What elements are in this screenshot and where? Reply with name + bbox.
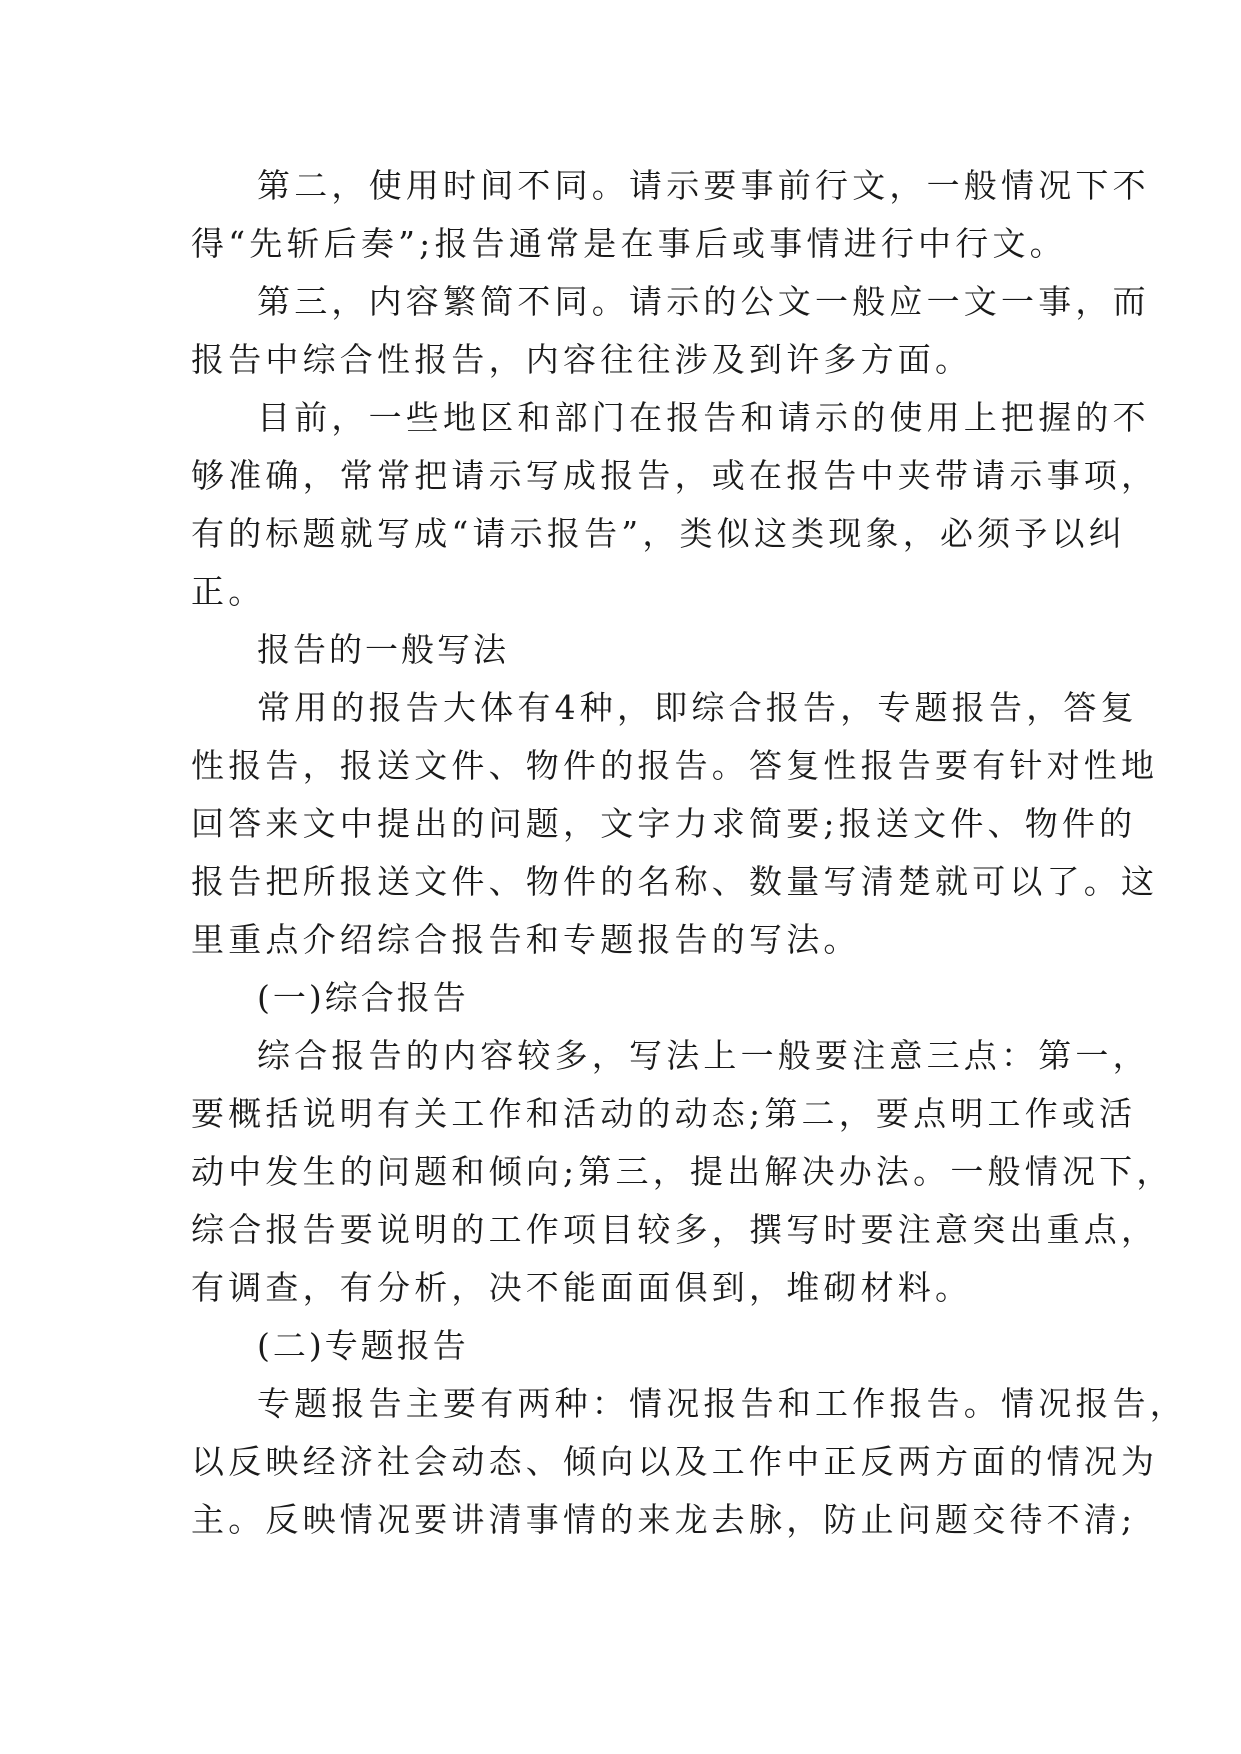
text-line: 里重点介绍综合报告和专题报告的写法。 <box>191 920 861 959</box>
text-line: 第三，内容繁简不同。请示的公文一般应一文一事，而 <box>257 282 1150 321</box>
text-line: 综合报告的内容较多，写法上一般要注意三点：第一， <box>257 1036 1150 1075</box>
section-heading: 报告的一般写法 <box>257 630 509 669</box>
text-line: 第二，使用时间不同。请示要事前行文，一般情况下不 <box>257 166 1150 205</box>
subsection-heading: (二)专题报告 <box>257 1326 469 1365</box>
text-line: 专题报告主要有两种：情况报告和工作报告。情况报告， <box>257 1384 1187 1423</box>
text-line: 报告把所报送文件、物件的名称、数量写清楚就可以了。这 <box>191 862 1159 901</box>
text-line: 要概括说明有关工作和活动的动态;第二，要点明工作或活 <box>191 1094 1137 1133</box>
text-line: 综合报告要说明的工作项目较多，撰写时要注意突出重点， <box>191 1210 1159 1249</box>
text-line: 有的标题就写成“请示报告”，类似这类现象，必须予以纠 <box>191 514 1126 553</box>
text-line: 够准确，常常把请示写成报告，或在报告中夹带请示事项， <box>191 456 1159 495</box>
text-line: 正。 <box>191 572 266 611</box>
text-line: 以反映经济社会动态、倾向以及工作中正反两方面的情况为 <box>191 1442 1159 1481</box>
text-line: 报告中综合性报告，内容往往涉及到许多方面。 <box>191 340 973 379</box>
subsection-heading: (一)综合报告 <box>257 978 469 1017</box>
text-line: 有调查，有分析，决不能面面俱到，堆砌材料。 <box>191 1268 973 1307</box>
text-line: 动中发生的问题和倾向;第三，提出解决办法。一般情况下， <box>191 1152 1174 1191</box>
text-line: 常用的报告大体有4种，即综合报告，专题报告，答复 <box>257 688 1138 727</box>
text-line: 回答来文中提出的问题，文字力求简要;报送文件、物件的 <box>191 804 1137 843</box>
text-line: 目前，一些地区和部门在报告和请示的使用上把握的不 <box>257 398 1150 437</box>
text-line: 得“先斩后奏”;报告通常是在事后或事情进行中行文。 <box>191 224 1067 263</box>
text-line: 主。反映情况要讲清事情的来龙去脉，防止问题交待不清; <box>191 1500 1137 1539</box>
text-line: 性报告，报送文件、物件的报告。答复性报告要有针对性地 <box>191 746 1159 785</box>
